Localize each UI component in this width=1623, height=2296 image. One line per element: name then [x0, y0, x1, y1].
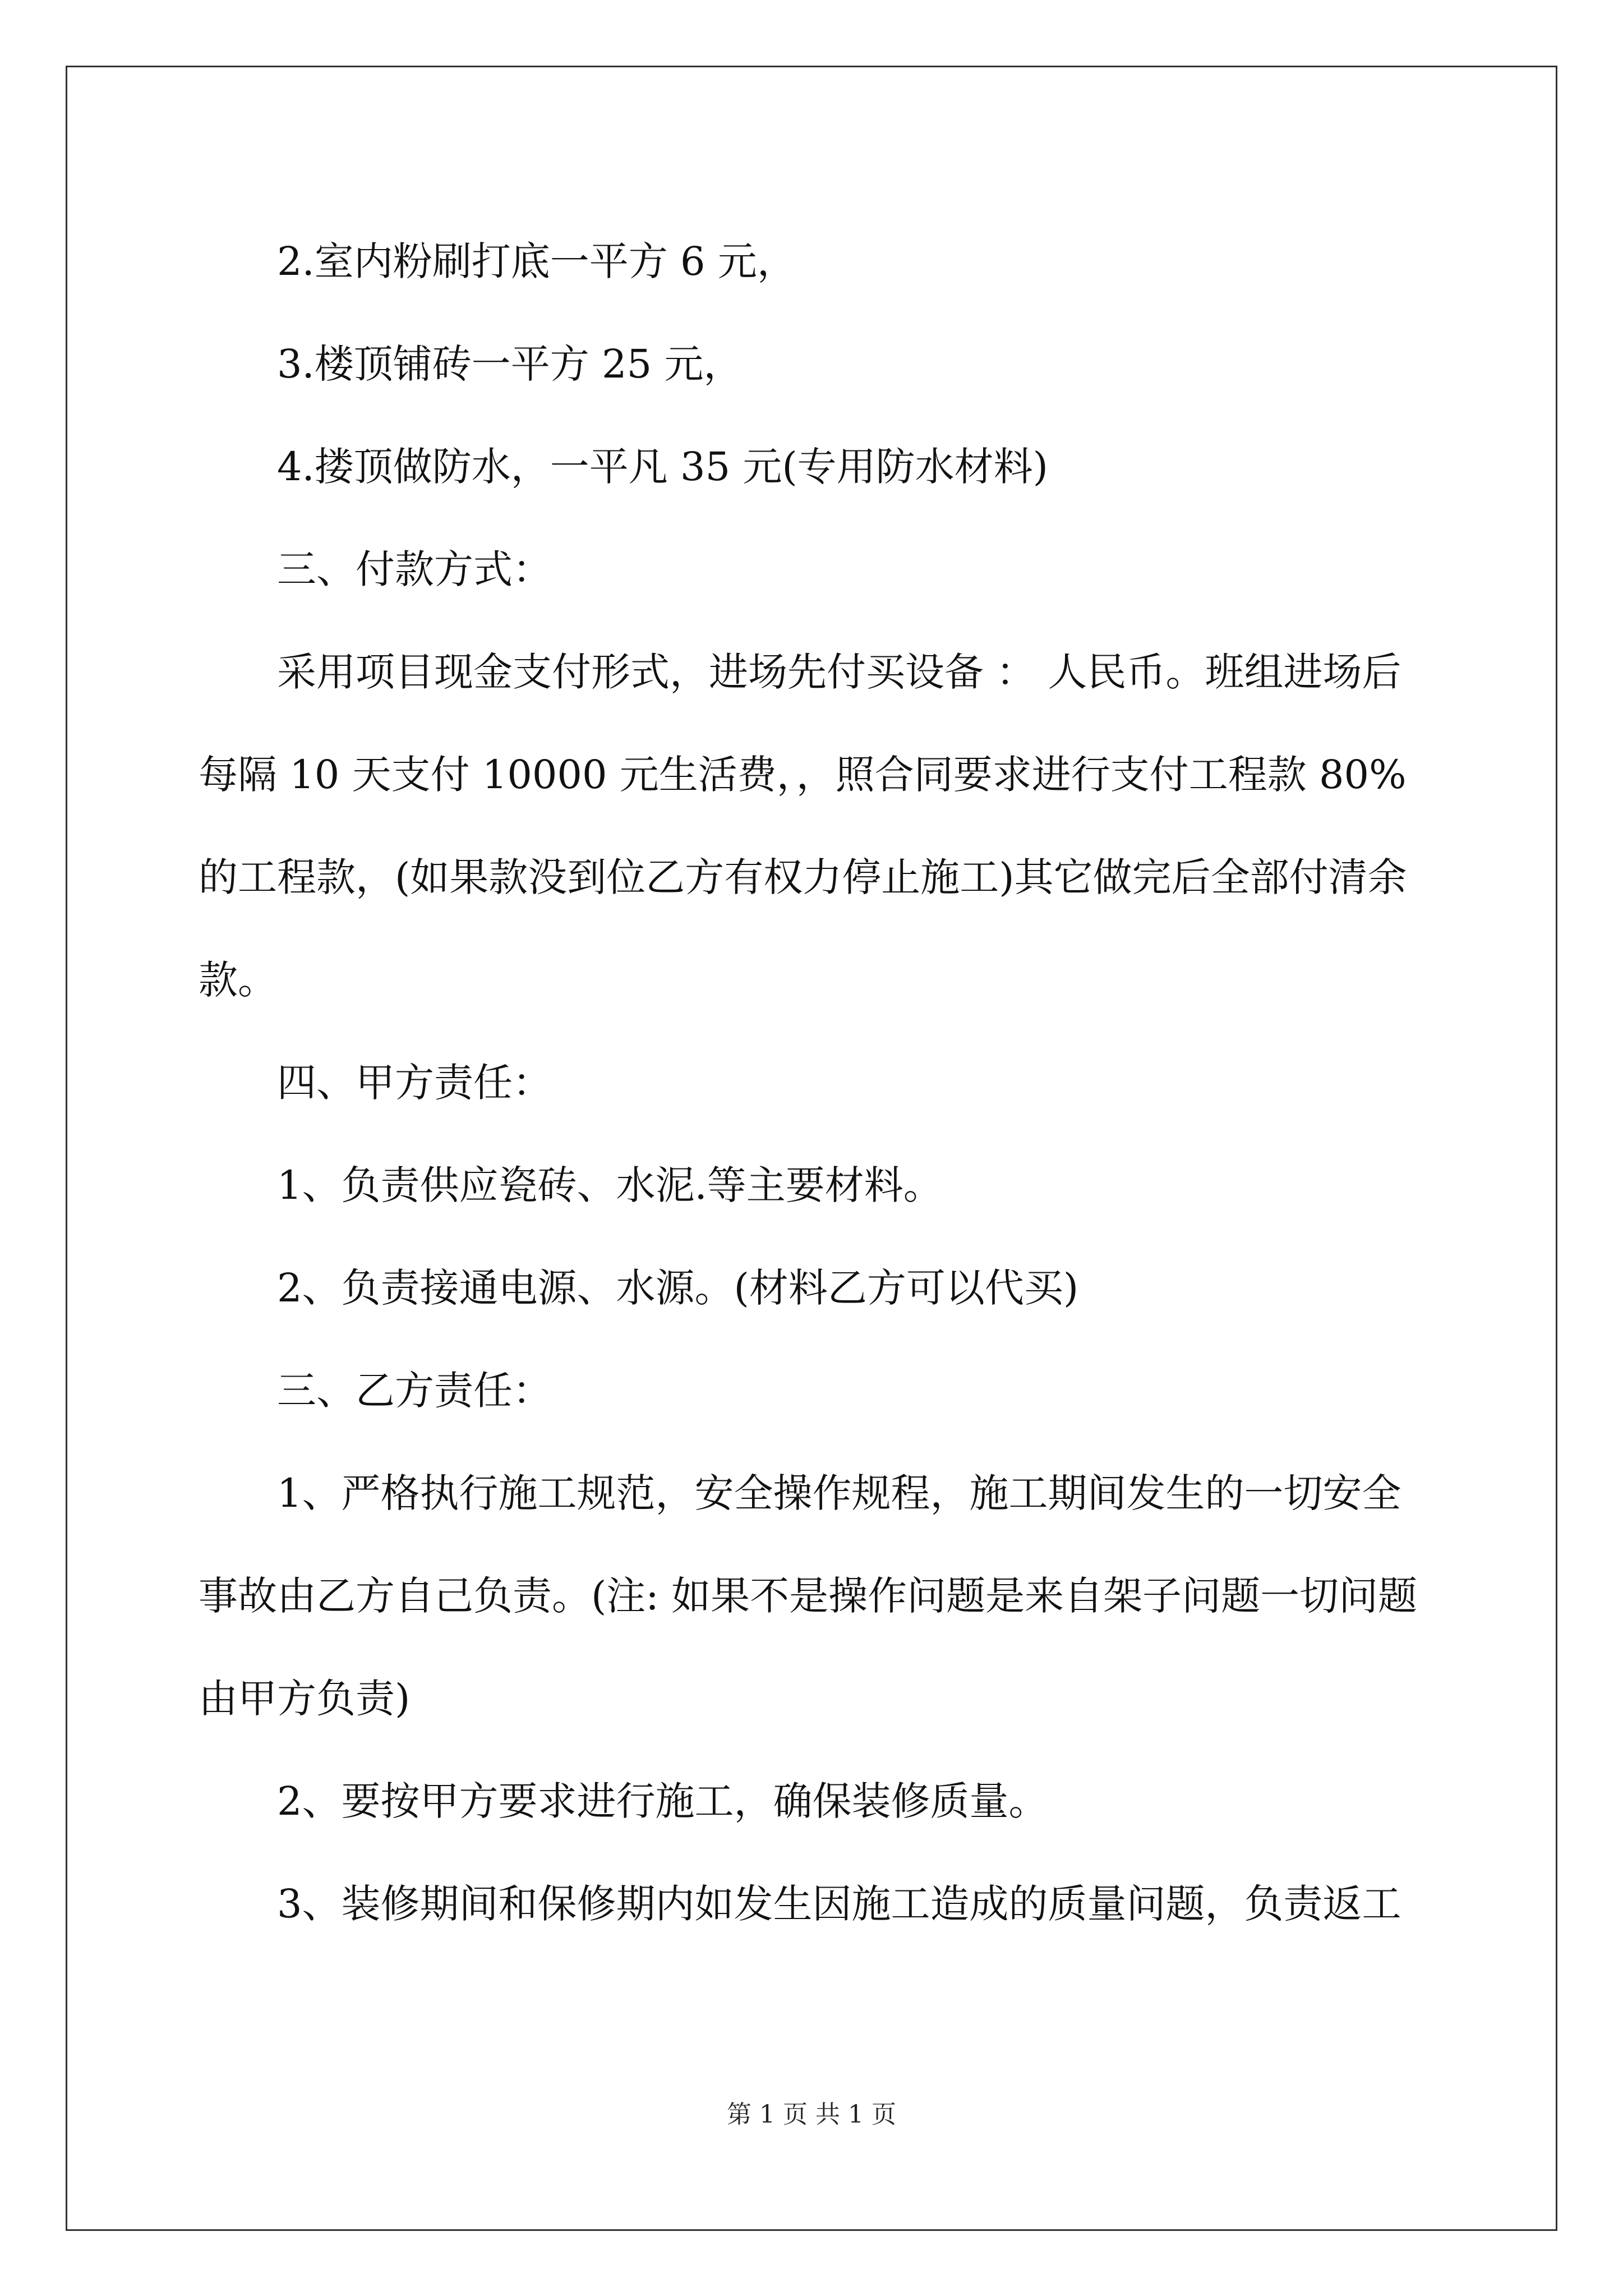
page-footer: 第 1 页 共 1 页	[727, 2100, 896, 2129]
paragraph: 1、严格执行施工规范，安全操作规程，施工期间发生的一切安全事故由乙方自己负责。(注: 如果不是操作问题是来自架子问题一切问题由甲方负责)	[199, 1470, 1418, 1722]
paragraph: 2、负责接通电源、水源。(材料乙方可以代买)	[277, 1265, 1079, 1311]
paragraph: 1、负责供应瓷砖、水泥.等主要材料。	[277, 1162, 943, 1208]
section-heading: 四、甲方责任：	[277, 1060, 552, 1106]
paragraph: 2.室内粉刷打底一平方 6 元，	[277, 238, 796, 284]
section-heading: 三、付款方式：	[277, 546, 552, 592]
section-heading: 三、乙方责任：	[277, 1368, 552, 1414]
paragraph: 2、要按甲方要求进行施工，确保装修质量。	[277, 1778, 1048, 1824]
paragraph: 4.搂顶做防水，一平凡 35 元(专用防水材料)	[277, 444, 1048, 490]
paragraph: 采用项目现金支付形式，进场先付买设备 ： 人民币。班组进场后每隔 10 天支付 10000 元生活费，，照合同要求进行支付工程款 80%的工程款，(如果款没到位乙方有权力停止施工)其它做完后全部付清余款。	[199, 649, 1407, 1003]
paragraph: 3.楼顶铺砖一平方 25 元，	[277, 341, 743, 387]
paragraph: 3、装修期间和保修期内如发生因施工造成的质量问题，负责返工	[277, 1881, 1401, 1927]
document-body	[199, 210, 1432, 1955]
